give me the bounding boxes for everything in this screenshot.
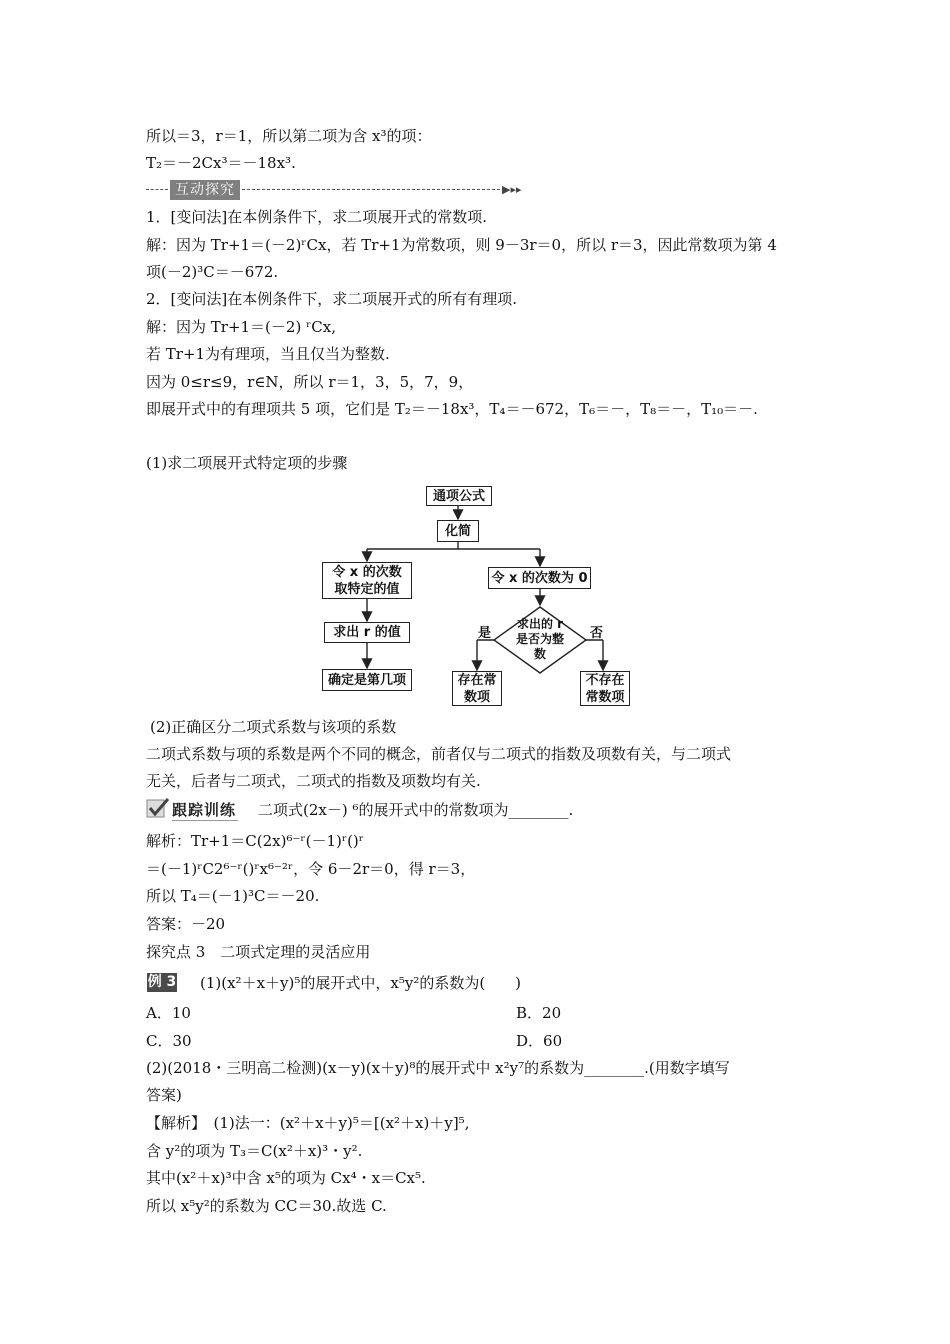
question-line: (2)(2018・三明高二检测)(x－y)(x＋y)⁸的展开式中 x²y⁷的系数为________.(用数字填写 [146,1059,730,1077]
flow-decision-integer: 求出的 r 是否为整数 [515,617,564,661]
summary-title: (1)求二项展开式特定项的步骤 [146,454,348,472]
training-question: 二项式(2x－) ⁶的展开式中的常数项为________. [258,801,574,819]
flow-box-simplify: 化简 [437,520,479,542]
flow-box-set-power: 令 x 的次数取特定的值 [322,562,412,599]
answer-line: 解：因为 Tr+1＝(－2)ʳCx，若 Tr+1为常数项，则 9－3r＝0，所以 r＝3，因此常数项为第 4 [146,236,777,254]
arrow-right-icon: ▶▸▸ [502,183,522,196]
option-b: B．20 [516,1004,562,1022]
answer-line: 解：因为 Tr+1＝(－2) ʳCx, [146,318,336,336]
solution-line: 所以 x⁵y²的系数为 CC＝30.故选 C. [146,1197,387,1215]
text-line: 无关，后者与二项式，二项式的指数及项数均有关. [146,772,481,790]
flow-box-power-zero: 令 x 的次数为 0 [488,567,591,589]
solution-line: 含 y²的项为 T₃＝C(x²＋x)³・y². [146,1142,363,1160]
solution-line: ＝(－1)ʳC2⁶⁻ʳ()ʳx⁶⁻²ʳ，令 6－2r＝0，得 r＝3， [146,860,476,878]
question-line: 答案) [146,1086,182,1104]
solution-line: 解析：Tr+1＝C(2x)⁶⁻ʳ(－1)ʳ()ʳ [146,832,364,850]
answer-line: 项(－2)³C＝－672. [146,263,279,281]
answer-line: 因为 0≤r≤9，r∈N，所以 r＝1，3，5，7，9， [146,373,474,391]
flow-box-exists: 存在常数项 [452,671,502,706]
divider [172,820,238,821]
section-heading: 探究点 3 二项式定理的灵活应用 [146,943,371,961]
summary-title: (2)正确区分二项式系数与该项的系数 [150,718,397,736]
text-line: 所以＝3，r＝1，所以第二项为含 x³的项： [146,127,432,145]
flow-yes-label: 是 [478,626,492,641]
solution-line: 其中(x²＋x)³中含 x⁵的项为 Cx⁴・x＝Cx⁵. [146,1169,426,1187]
training-label: 跟踪训练 [172,801,237,819]
text-line: T₂＝－2Cx³＝－18x³. [146,154,296,172]
solution-line: 【解析】 (1)法一：(x²＋x＋y)⁵＝[(x²＋x)＋y]⁵, [146,1114,470,1132]
flow-box-not-exists: 不存在常数项 [580,671,630,706]
example-tag: 例 3 [147,974,177,990]
option-d: D．60 [516,1032,563,1050]
question-line: 2．[变问法]在本例条件下，求二项展开式的所有有理项. [146,290,518,308]
question-line: 1．[变问法]在本例条件下，求二项展开式的常数项. [146,208,488,226]
option-c: C．30 [146,1032,192,1050]
answer-line: 答案：－20 [146,915,226,933]
section-badge: 互动探究 [170,180,240,200]
text-line: 二项式系数与项的系数是两个不同的概念，前者仅与二项式的指数及项数有关，与二项式 [146,745,732,763]
checkmark-icon [146,797,170,819]
question-line: (1)(x²＋x＋y)⁵的展开式中，x⁵y²的系数为( ) [200,974,522,992]
solution-line: 所以 T₄＝(－1)³C＝－20. [146,887,320,905]
flow-box-solve-r: 求出 r 的值 [324,622,410,643]
answer-line: 即展开式中的有理项共 5 项，它们是 T₂＝－18x³，T₄＝－672，T₆＝－，T₈＝－，T₁₀＝－. [146,400,758,418]
option-a: A．10 [146,1004,191,1022]
flow-box-general-term: 通项公式 [426,486,492,506]
flow-box-which-term: 确定是第几项 [322,669,412,691]
flow-no-label: 否 [590,626,604,641]
answer-line: 若 Tr+1为有理项，当且仅当为整数. [146,345,390,363]
